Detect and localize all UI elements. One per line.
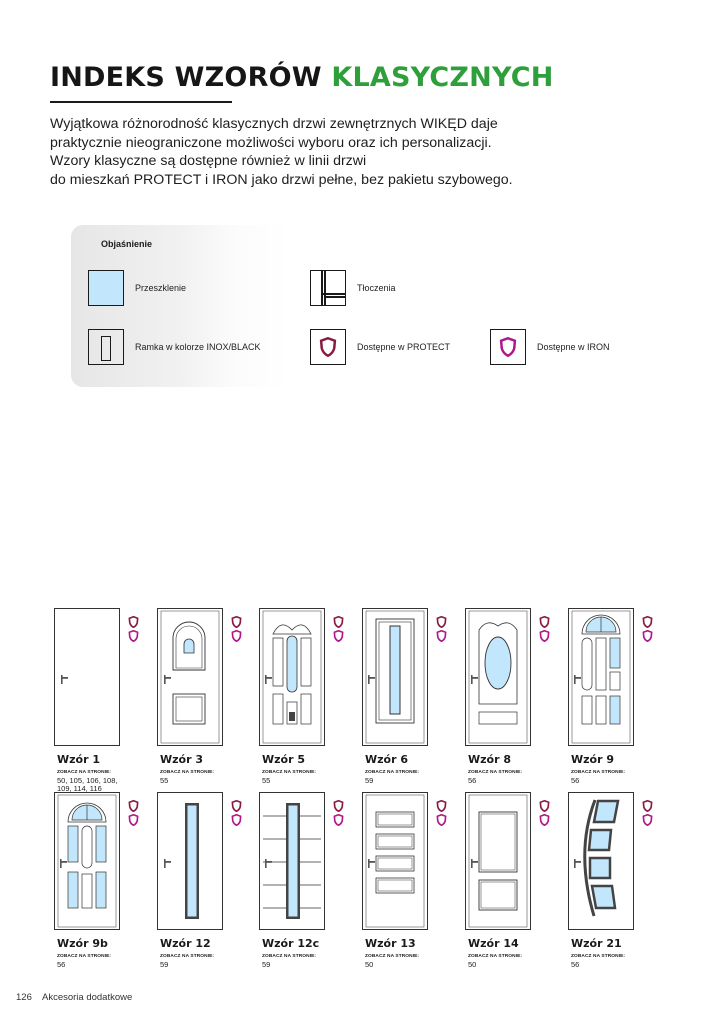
door-pages: 59 bbox=[160, 960, 169, 969]
protect-shield-icon bbox=[333, 800, 344, 812]
intro-paragraph bbox=[50, 115, 630, 189]
legend-box bbox=[71, 225, 631, 387]
door-pattern-name: Wzór 14 bbox=[468, 937, 519, 950]
door-drawing bbox=[465, 792, 531, 930]
protect-shield-icon bbox=[128, 616, 139, 628]
legend-label: Przeszklenie bbox=[135, 283, 187, 293]
iron-shield-icon bbox=[642, 814, 653, 826]
door-pattern-name: Wzór 12c bbox=[262, 937, 320, 950]
footer-section: Akcesoria dodatkowe bbox=[41, 992, 133, 1003]
embossing-icon bbox=[310, 270, 346, 306]
see-page-label: ZOBACZ NA STRONIE: bbox=[262, 770, 317, 775]
door-drawing bbox=[259, 792, 325, 930]
intro-line: Wzory klasyczne są dostępne również w linii drzwi bbox=[50, 153, 367, 169]
protect-shield-icon bbox=[642, 616, 653, 628]
intro-line: praktycznie nieograniczone możliwości wyboru oraz ich personalizacji. bbox=[50, 134, 492, 151]
legend-label: Tłoczenia bbox=[357, 283, 396, 293]
door-pattern-name: Wzór 9b bbox=[57, 937, 108, 950]
door-pages: 55 bbox=[262, 776, 271, 785]
iron-shield-icon bbox=[436, 630, 447, 642]
intro-line: do mieszkań PROTECT i IRON jako drzwi pełne, bez pakietu szybowego. bbox=[50, 171, 513, 188]
protect-shield-icon bbox=[436, 800, 447, 812]
protect-shield-icon bbox=[539, 616, 550, 628]
iron-shield-icon bbox=[128, 630, 139, 642]
door-pattern-name: Wzór 13 bbox=[365, 937, 416, 950]
door-pages: 59 bbox=[262, 960, 271, 969]
door-pattern-name: Wzór 21 bbox=[571, 937, 622, 950]
legend-label: Dostępne w PROTECT bbox=[357, 342, 451, 352]
door-pattern-name: Wzór 1 bbox=[57, 753, 101, 766]
frame-icon bbox=[88, 329, 124, 365]
availability-badges bbox=[539, 800, 553, 828]
door-drawing bbox=[568, 608, 634, 746]
title-part-1: INDEKS WZORÓW bbox=[50, 62, 322, 93]
protect-shield-icon bbox=[231, 616, 242, 628]
door-pattern-name: Wzór 6 bbox=[365, 753, 409, 766]
door-drawing bbox=[465, 608, 531, 746]
door-drawing bbox=[157, 792, 223, 930]
availability-badges bbox=[231, 616, 245, 644]
door-drawing bbox=[157, 608, 223, 746]
protect-shield-icon bbox=[436, 616, 447, 628]
door-pattern-name: Wzór 5 bbox=[262, 753, 306, 766]
door-drawing bbox=[362, 608, 428, 746]
door-drawing bbox=[259, 608, 325, 746]
iron-shield-icon bbox=[231, 814, 242, 826]
glazing-icon bbox=[88, 270, 124, 306]
see-page-label: ZOBACZ NA STRONIE: bbox=[365, 770, 420, 775]
protect-shield-icon bbox=[231, 800, 242, 812]
legend-label: Dostępne w IRON bbox=[537, 342, 610, 352]
iron-shield-icon bbox=[490, 329, 526, 365]
door-pattern-name: Wzór 9 bbox=[571, 753, 615, 766]
legend-item-embossing bbox=[310, 270, 396, 306]
availability-badges bbox=[642, 616, 656, 644]
see-page-label: ZOBACZ NA STRONIE: bbox=[571, 954, 626, 959]
availability-badges bbox=[333, 800, 347, 828]
see-page-label: ZOBACZ NA STRONIE: bbox=[160, 954, 215, 959]
iron-shield-icon bbox=[333, 630, 344, 642]
protect-shield-icon bbox=[310, 329, 346, 365]
legend-item-frame bbox=[88, 329, 261, 365]
door-pattern-name: Wzór 3 bbox=[160, 753, 204, 766]
page-title bbox=[50, 62, 554, 93]
see-page-label: ZOBACZ NA STRONIE: bbox=[468, 770, 523, 775]
see-page-label: ZOBACZ NA STRONIE: bbox=[160, 770, 215, 775]
door-pages: 50, 105, 106, 108, 109, 114, 116 bbox=[57, 776, 118, 793]
availability-badges bbox=[642, 800, 656, 828]
see-page-label: ZOBACZ NA STRONIE: bbox=[571, 770, 626, 775]
see-page-label: ZOBACZ NA STRONIE: bbox=[57, 770, 112, 775]
iron-shield-icon bbox=[333, 814, 344, 826]
door-drawing bbox=[54, 608, 120, 746]
page-footer bbox=[16, 992, 140, 1003]
intro-line: Wyjątkowa różnorodność klasycznych drzwi zewnętrznych WIKĘD daje bbox=[50, 116, 498, 132]
door-pages: 56 bbox=[57, 960, 66, 969]
availability-badges bbox=[128, 800, 142, 828]
door-pages: 56 bbox=[571, 776, 580, 785]
door-pages: 50 bbox=[365, 960, 374, 969]
door-pages: 59 bbox=[365, 776, 374, 785]
protect-shield-icon bbox=[642, 800, 653, 812]
see-page-label: ZOBACZ NA STRONIE: bbox=[57, 954, 112, 959]
protect-shield-icon bbox=[333, 616, 344, 628]
door-pages: 56 bbox=[571, 960, 580, 969]
title-part-2: KLASYCZNYCH bbox=[331, 62, 554, 93]
iron-shield-icon bbox=[128, 814, 139, 826]
availability-badges bbox=[539, 616, 553, 644]
title-underline bbox=[50, 101, 232, 103]
protect-shield-icon bbox=[539, 800, 550, 812]
see-page-label: ZOBACZ NA STRONIE: bbox=[262, 954, 317, 959]
see-page-label: ZOBACZ NA STRONIE: bbox=[468, 954, 523, 959]
door-pages: 55 bbox=[160, 776, 169, 785]
iron-shield-icon bbox=[539, 630, 550, 642]
iron-shield-icon bbox=[436, 814, 447, 826]
see-page-label: ZOBACZ NA STRONIE: bbox=[365, 954, 420, 959]
door-pattern-name: Wzór 12 bbox=[160, 937, 211, 950]
door-drawing bbox=[54, 792, 120, 930]
legend-label: Ramka w kolorze INOX/BLACK bbox=[135, 342, 261, 352]
iron-shield-icon bbox=[539, 814, 550, 826]
legend-title: Objaśnienie bbox=[101, 239, 153, 249]
door-pattern-name: Wzór 8 bbox=[468, 753, 512, 766]
door-pages: 56 bbox=[468, 776, 477, 785]
door-drawing bbox=[568, 792, 634, 930]
page-number: 126 bbox=[16, 992, 32, 1003]
door-drawing bbox=[362, 792, 428, 930]
iron-shield-icon bbox=[642, 630, 653, 642]
legend-item-iron bbox=[490, 329, 610, 365]
availability-badges bbox=[128, 616, 142, 644]
availability-badges bbox=[231, 800, 245, 828]
iron-shield-icon bbox=[231, 630, 242, 642]
door-pages: 50 bbox=[468, 960, 477, 969]
availability-badges bbox=[436, 616, 450, 644]
protect-shield-icon bbox=[128, 800, 139, 812]
legend-item-protect bbox=[310, 329, 450, 365]
availability-badges bbox=[333, 616, 347, 644]
availability-badges bbox=[436, 800, 450, 828]
legend-item-glazing bbox=[88, 270, 186, 306]
